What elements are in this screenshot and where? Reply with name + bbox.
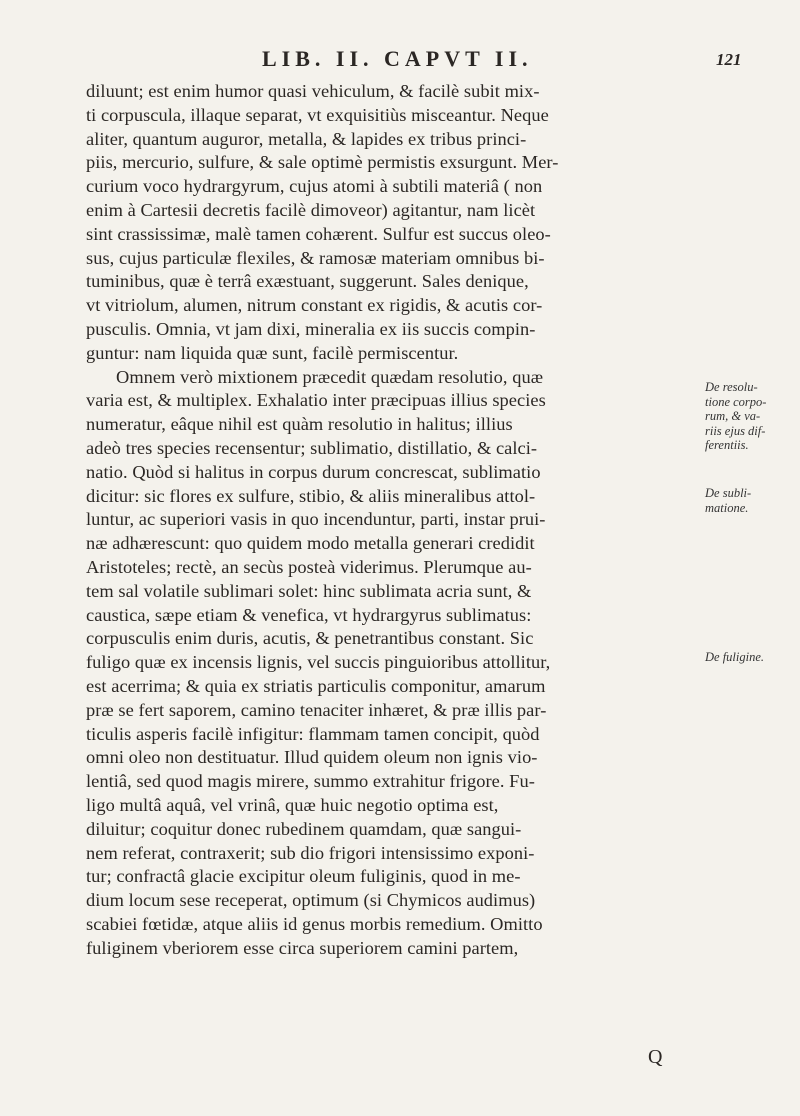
margin-note-line: riis ejus dif- — [705, 423, 766, 438]
page-header — [0, 46, 800, 80]
text-line: natio. Quòd si halitus in corpus durum concrescat, sublimatio — [86, 461, 541, 482]
text-line: ti corpuscula, illaque separat, vt exquisitiùs misceantur. Neque — [86, 104, 549, 125]
text-line: tuminibus, quæ è terrâ exæstuant, suggerunt. Sales denique, — [86, 271, 529, 292]
text-line: vt vitriolum, alumen, nitrum constant ex rigidis, & acutis cor- — [86, 295, 543, 316]
text-line: fuligo quæ ex incensis lignis, vel succis pinguioribus attollitur, — [86, 652, 551, 673]
text-line: adeò tres species recensentur; sublimatio, distillatio, & calci- — [86, 437, 538, 458]
text-line: ticulis asperis facilè infigitur: flammam tamen concipit, quòd — [86, 723, 540, 744]
text-line: diluitur; coquitur donec rubedinem quamdam, quæ sangui- — [86, 818, 522, 839]
text-line: sus, cujus particulæ flexiles, & ramosæ materiam omnibus bi- — [86, 247, 545, 268]
margin-note-line: rum, & va- — [705, 409, 761, 423]
text-line: corpusculis enim duris, acutis, & penetrantibus constant. Sic — [86, 628, 534, 649]
text-line: pusculis. Omnia, vt jam dixi, mineralia ex iis succis compin- — [86, 318, 536, 339]
margin-note-line: matione. — [705, 500, 749, 515]
margin-note-resolutio — [705, 380, 800, 453]
text-line: guntur: nam liquida quæ sunt, facilè permiscentur. — [86, 342, 459, 363]
text-line: tem sal volatile sublimari solet: hinc sublimata acria sunt, & — [86, 580, 532, 601]
text-line: ligo multâ aquâ, vel vrinâ, quæ huic negotio optima est, — [86, 794, 499, 815]
text-line: dicitur: sic flores ex sulfure, stibio, & aliis mineralibus attol- — [86, 485, 536, 506]
text-line: lentiâ, sed quod magis mirere, summo extrahitur frigore. Fu- — [86, 771, 535, 792]
text-line: præ se fert saporem, camino tenaciter inhæret, & præ illis par- — [86, 699, 547, 720]
catchword: Q — [648, 1046, 663, 1068]
text-line: omni oleo non destituatur. Illud quidem oleum non ignis vio- — [86, 747, 538, 768]
text-line: næ adhærescunt: quo quidem modo metalla generari credidit — [86, 533, 535, 554]
margin-note-line: De subli- — [705, 486, 752, 500]
text-line: caustica, sæpe etiam & venefica, vt hydrargyrus sublimatus: — [86, 604, 532, 625]
page-number: 121 — [716, 50, 742, 69]
text-line: luntur, ac superiori vasis in quo incenduntur, parti, instar prui- — [86, 509, 546, 530]
text-line: piis, mercurio, sulfure, & sale optimè permistis exsurgunt. Mer- — [86, 152, 559, 173]
text-line: Omnem verò mixtionem præcedit quædam resolutio, quæ — [116, 366, 544, 387]
margin-note-line: De resolu- — [705, 380, 758, 394]
text-line: curium voco hydrargyrum, cujus atomi à subtili materiâ ( non — [86, 176, 543, 197]
text-line: scabiei fœtidæ, atque aliis id genus morbis remedium. Omitto — [86, 913, 543, 934]
text-line: numeratur, eâque nihil est quàm resolutio in halitus; illius — [86, 414, 513, 435]
text-line: dium locum sese receperat, optimum (si Chymicos audimus) — [86, 890, 536, 911]
margin-note-sublimatio — [705, 486, 800, 515]
text-line: diluunt; est enim humor quasi vehiculum, & facilè subit mix- — [86, 81, 540, 101]
margin-note-line: ferentiis. — [705, 438, 749, 452]
text-line: est acerrima; & quia ex striatis particulis componitur, amarum — [86, 675, 546, 696]
margin-note-fuligo — [705, 650, 800, 665]
text-line: enim à Cartesii decretis facilè dimoveor) agitantur, nam licèt — [86, 199, 536, 220]
running-head: LIB. II. CAPVT II. — [262, 46, 533, 71]
body-text — [86, 80, 701, 960]
text-line: nem referat, contraxerit; sub dio frigori intensissimo exponi- — [86, 842, 535, 863]
text-line: varia est, & multiplex. Exhalatio inter præcipuas illius species — [86, 390, 546, 411]
text-line: sint crassissimæ, malè tamen cohærent. Sulfur est succus oleo- — [86, 223, 551, 244]
text-line: aliter, quantum auguror, metalla, & lapides ex tribus princi- — [86, 128, 527, 149]
text-line: fuliginem vberiorem esse circa superiorem camini partem, — [86, 937, 519, 958]
margin-note-line: De fuligine. — [705, 650, 765, 664]
text-line: Aristoteles; rectè, an secùs posteà viderimus. Plerumque au- — [86, 556, 532, 577]
margin-note-line: tione corpo- — [705, 394, 767, 409]
text-line: tur; confractâ glacie excipitur oleum fuliginis, quod in me- — [86, 866, 521, 887]
